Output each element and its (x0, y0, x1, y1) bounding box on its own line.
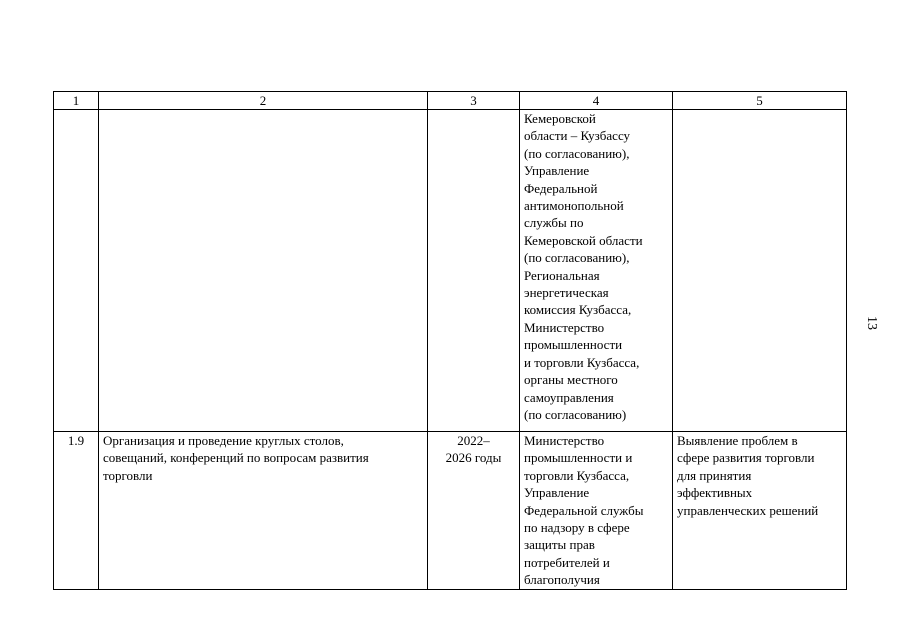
row-number: 1.9 (67, 433, 85, 448)
column-header-5: 5 (673, 92, 847, 110)
event-text: Организация и проведение круглых столов, совещаний, конференций по вопросам развития торговли (103, 433, 369, 483)
executors-cell (520, 110, 673, 432)
column-header-2: 2 (99, 92, 428, 110)
column-header-4: 4 (520, 92, 673, 110)
period-cell (428, 432, 520, 590)
column-header-1: 1 (54, 92, 99, 110)
executors-cell (520, 432, 673, 590)
table-row (54, 110, 847, 432)
row-number-cell (54, 432, 99, 590)
column-header-3: 3 (428, 92, 520, 110)
result-cell (673, 110, 847, 432)
plan-table (53, 91, 847, 590)
page-number: 13 (864, 316, 879, 330)
result-cell (673, 432, 847, 590)
period-cell (428, 110, 520, 432)
event-cell (99, 432, 428, 590)
executors-text: Кемеровской области – Кузбассу (по согласованию), Управление Федеральной антимонопольной службы по Кемеровской области (по согласованию), Региональная энергетическая комиссия Кузбасса, Министерство промышленности и торговли Кузбасса, органы местного самоуправления (по согласованию) (524, 111, 643, 422)
period-text: 2022– 2026 годы (445, 433, 502, 466)
event-cell (99, 110, 428, 432)
table-row (54, 432, 847, 590)
result-text: Выявление проблем в сфере развития торговли для принятия эффективных управленческих решений (677, 433, 819, 518)
row-number-cell (54, 110, 99, 432)
header-row (54, 92, 847, 110)
executors-text: Министерство промышленности и торговли Кузбасса, Управление Федеральной службы по надзору в сфере защиты прав потребителей и благополучия (524, 433, 644, 588)
